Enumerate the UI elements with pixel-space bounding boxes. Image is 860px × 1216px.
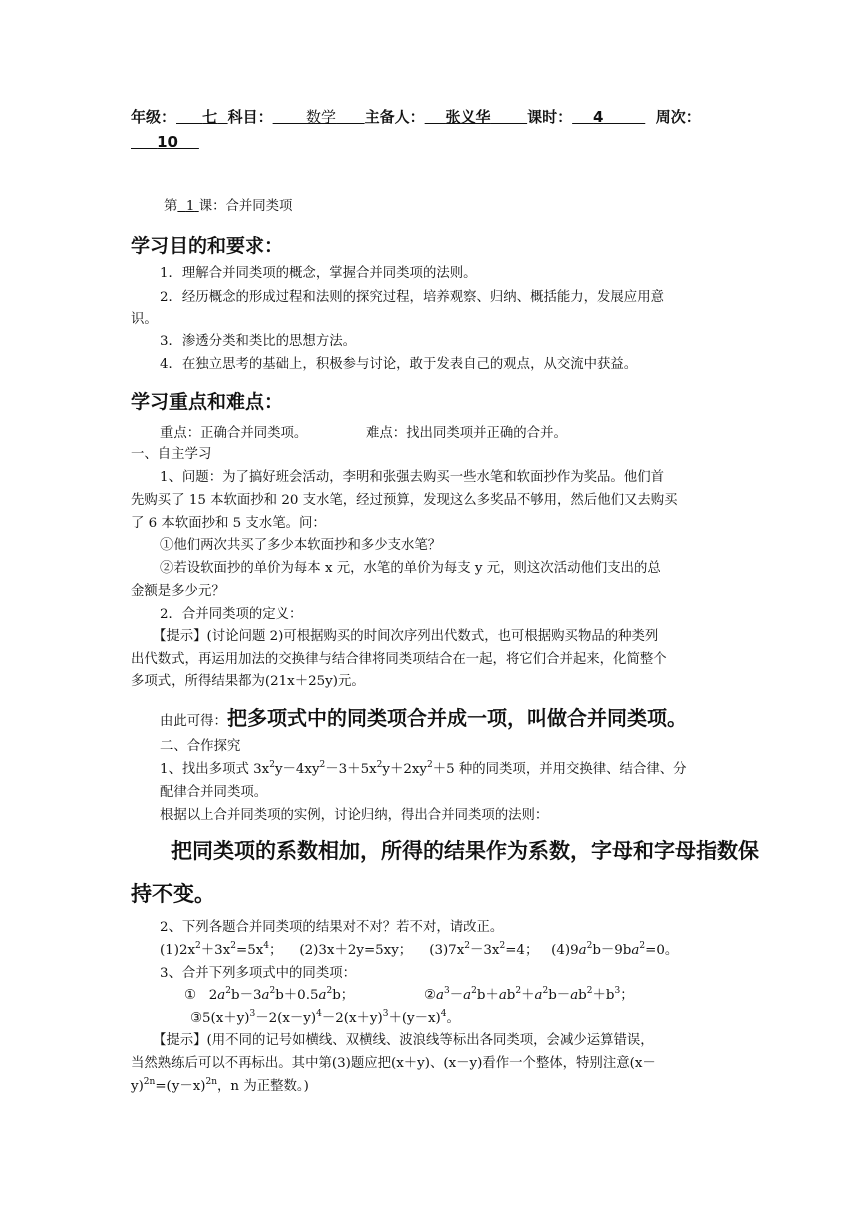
goals-heading: 学习目的和要求： [131,235,284,257]
goal-item: 1．理解合并同类项的概念，掌握合并同类项的法则。 [160,266,477,281]
period-value: 4 [593,108,604,126]
q3-item-2: $②a^3-a^2b+ab^2+a^2b-ab^2+b^3$； [424,986,634,1003]
hint-line: 当然熟练后可以不再标出。其中第(3)题应把(x＋y)、(x－y)看作一个整体，特别注意(x－ [131,1056,656,1071]
cooperate-q1: 1、找出多项式 $3x^2y-4xy^2-3+5x^2y+2xy^2+5$ 种的同类项，并用交换律、结合律、分 [160,760,687,777]
grade-label: 年级： [131,108,177,126]
conclusion-line [160,702,687,732]
subject-value: 数学 [306,108,337,126]
difficulty-text: 难点：找出同类项并正确的合并。 [366,426,567,441]
hint-line: 【提示】(用不同的记号如横线、双横线、波浪线等标出各同类项，会减少运算错误， [153,1033,654,1048]
rule-line-1: 把同类项的系数相加，所得的结果作为系数，字母和字母指数保 [171,839,759,863]
question-line: 1、问题：为了搞好班会活动，李明和张强去购买一些水笔和软面抄作为奖品。他们首 [160,470,664,485]
question-line: 了 6 本软面抄和 5 支水笔。问： [131,516,326,531]
cooperate-q2-items: $(1)2x^2+3x^2=5x^4$； (2)3x＋2y=5xy； $(3)7x^2-3x^2=4$； $(4)9a^2b-9ba^2=0$。 [160,941,679,958]
hint-line: 多项式，所得结果都为(21x＋25y)元。 [131,674,365,689]
subquestion-1: ①他们两次共买了多少本软面抄和多少支水笔？ [160,538,442,553]
goal-item: 2．经历概念的形成过程和法则的探究过程，培养观察、归纳、概括能力，发展应用意 [160,290,664,305]
lesson-title: 第 1 课：合并同类项 [164,199,293,214]
question-line: 先购买了 15 本软面抄和 20 支水笔，经过预算，发现这么多奖品不够用，然后他们又去购买 [131,493,678,508]
subject-label: 科目： [227,108,273,126]
cooperate-q3: 3、合并下列多项式中的同类项： [160,966,356,981]
conclusion-definition: 把多项式中的同类项合并成一项，叫做合并同类项。 [226,706,687,730]
goal-item: 识。 [131,312,158,327]
hint-line: 【提示】(讨论问题 2)可根据购买的时间次序列出代数式，也可根据购买物品的种类列 [153,629,659,644]
q3-item-3: $③5(x+y)^3-2(x-y)^4-2(x+y)^3+(y-x)^4$。 [190,1009,460,1026]
goal-item: 4．在独立思考的基础上，积极参与讨论，敢于发表自己的观点，从交流中获益。 [160,357,638,372]
q3-item-1: ① $2a^2b-3a^2b+0.5a^2b$； [184,986,355,1003]
week-value: 10 [157,133,178,151]
cooperate-q2: 2、下列各题合并同类项的结果对不对？若不对，请改正。 [160,920,504,935]
rule-line-2: 持不变。 [131,882,215,906]
subquestion-2-cont: 金额是多少元？ [131,584,225,599]
keypoints-heading: 学习重点和难点： [131,391,284,413]
cooperate-heading: 二、合作探究 [160,739,241,754]
week-label: 周次： [655,108,701,126]
preparer-label: 主备人： [364,108,425,126]
subquestion-2: ②若设软面抄的单价为每本 x 元，水笔的单价为每支 y 元，则这次活动他们支出的总 [160,561,661,576]
header-line [131,106,701,127]
definition-question: 2．合并同类项的定义： [160,607,303,622]
hint-line: $y)^{2n}=(y-x)^{2n}$，n 为正整数。) [131,1077,309,1094]
preparer-value: 张义华 [445,108,491,126]
self-study-heading: 一、自主学习 [131,447,212,462]
goal-item: 3．渗透分类和类比的思想方法。 [160,334,356,349]
focus-text: 重点：正确合并同类项。 [160,426,308,441]
conclusion-prefix: 由此可得： [160,714,227,729]
hint-line: 出代数式，再运用加法的交换律与结合律将同类项结合在一起，将它们合并起来，化简整个 [131,652,667,667]
period-label: 课时： [527,108,573,126]
induce-text: 根据以上合并同类项的实例，讨论归纳，得出合并同类项的法则： [160,808,549,823]
grade-value: 七 [202,108,218,126]
cooperate-q1-cont: 配律合并同类项。 [160,785,268,800]
